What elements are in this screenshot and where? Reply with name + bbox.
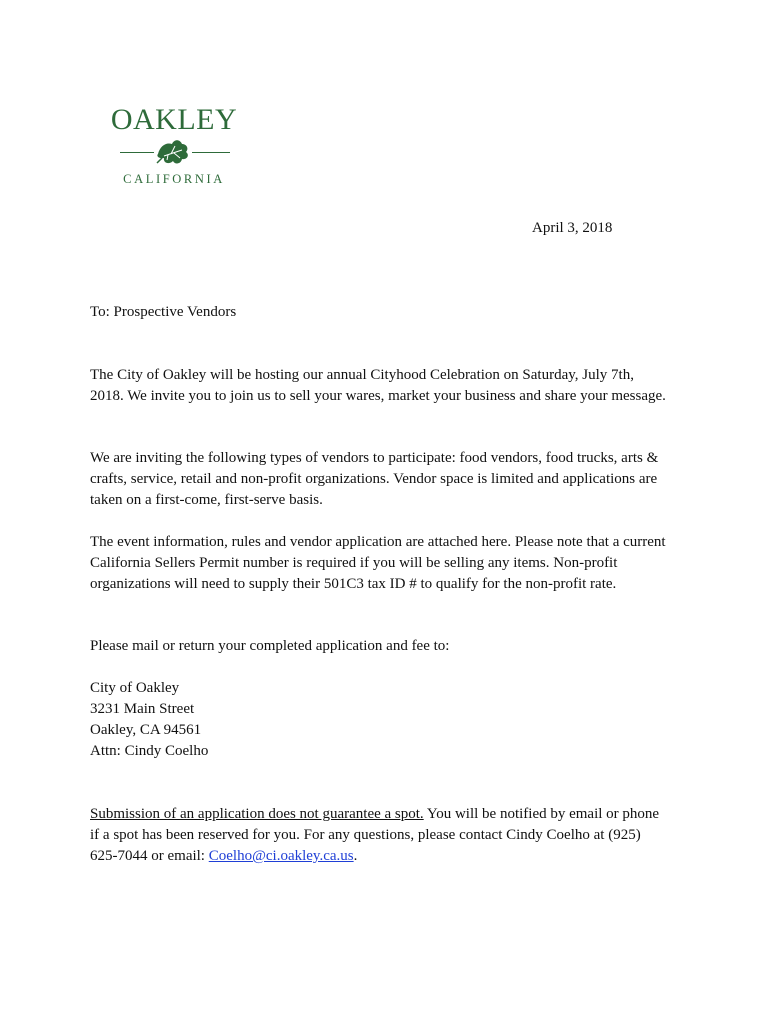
logo-rule-left (120, 152, 154, 153)
address-line-city: Oakley, CA 94561 (90, 722, 202, 738)
paragraph-mail-instructions: Please mail or return your completed application and fee to: (90, 638, 450, 654)
logo-wordmark: OAKLEY (110, 103, 238, 136)
address-line-street: 3231 Main Street (90, 701, 195, 717)
paragraph-vendor-types: We are inviting the following types of vendors to participate: food vendors, food trucks, arts & crafts, service, retail and non-profit organizations. Vendor space is limited and applications are taken on a first-come, first-serve basis. (90, 450, 659, 508)
recipient-line: To: Prospective Vendors (90, 304, 237, 320)
address-line-attn: Attn: Cindy Coelho (90, 743, 209, 759)
closing-end: . (353, 848, 358, 864)
closing-paragraph (90, 804, 670, 867)
closing-body: You will be notified by email or phone if a spot has been reserved for you. For any questions, please contact Cindy Coelho at (925) 625-7044 or email: (90, 806, 660, 864)
oak-leaf-icon (152, 136, 192, 168)
logo-rule-right (192, 152, 230, 153)
contact-email-link[interactable]: Coelho@ci.oakley.ca.us (208, 848, 354, 864)
letter-date: April 3, 2018 (532, 220, 613, 236)
paragraph-intro: The City of Oakley will be hosting our annual Cityhood Celebration on Saturday, July 7th, 2018. We invite you to join us to sell your wares, market your business and share your message. (90, 367, 666, 404)
address-line-org: City of Oakley (90, 680, 180, 696)
disclaimer-underlined: Submission of an application does not guarantee a spot. (90, 806, 424, 822)
logo-subtitle: CALIFORNIA (123, 172, 225, 186)
paragraph-requirements: The event information, rules and vendor application are attached here. Please note that a current California Sellers Permit number is required if you will be selling any items. Non-profit organizations will need to supply their 501C3 tax ID # to qualify for the non-profit rate. (90, 534, 666, 592)
oakley-logo (104, 104, 244, 188)
